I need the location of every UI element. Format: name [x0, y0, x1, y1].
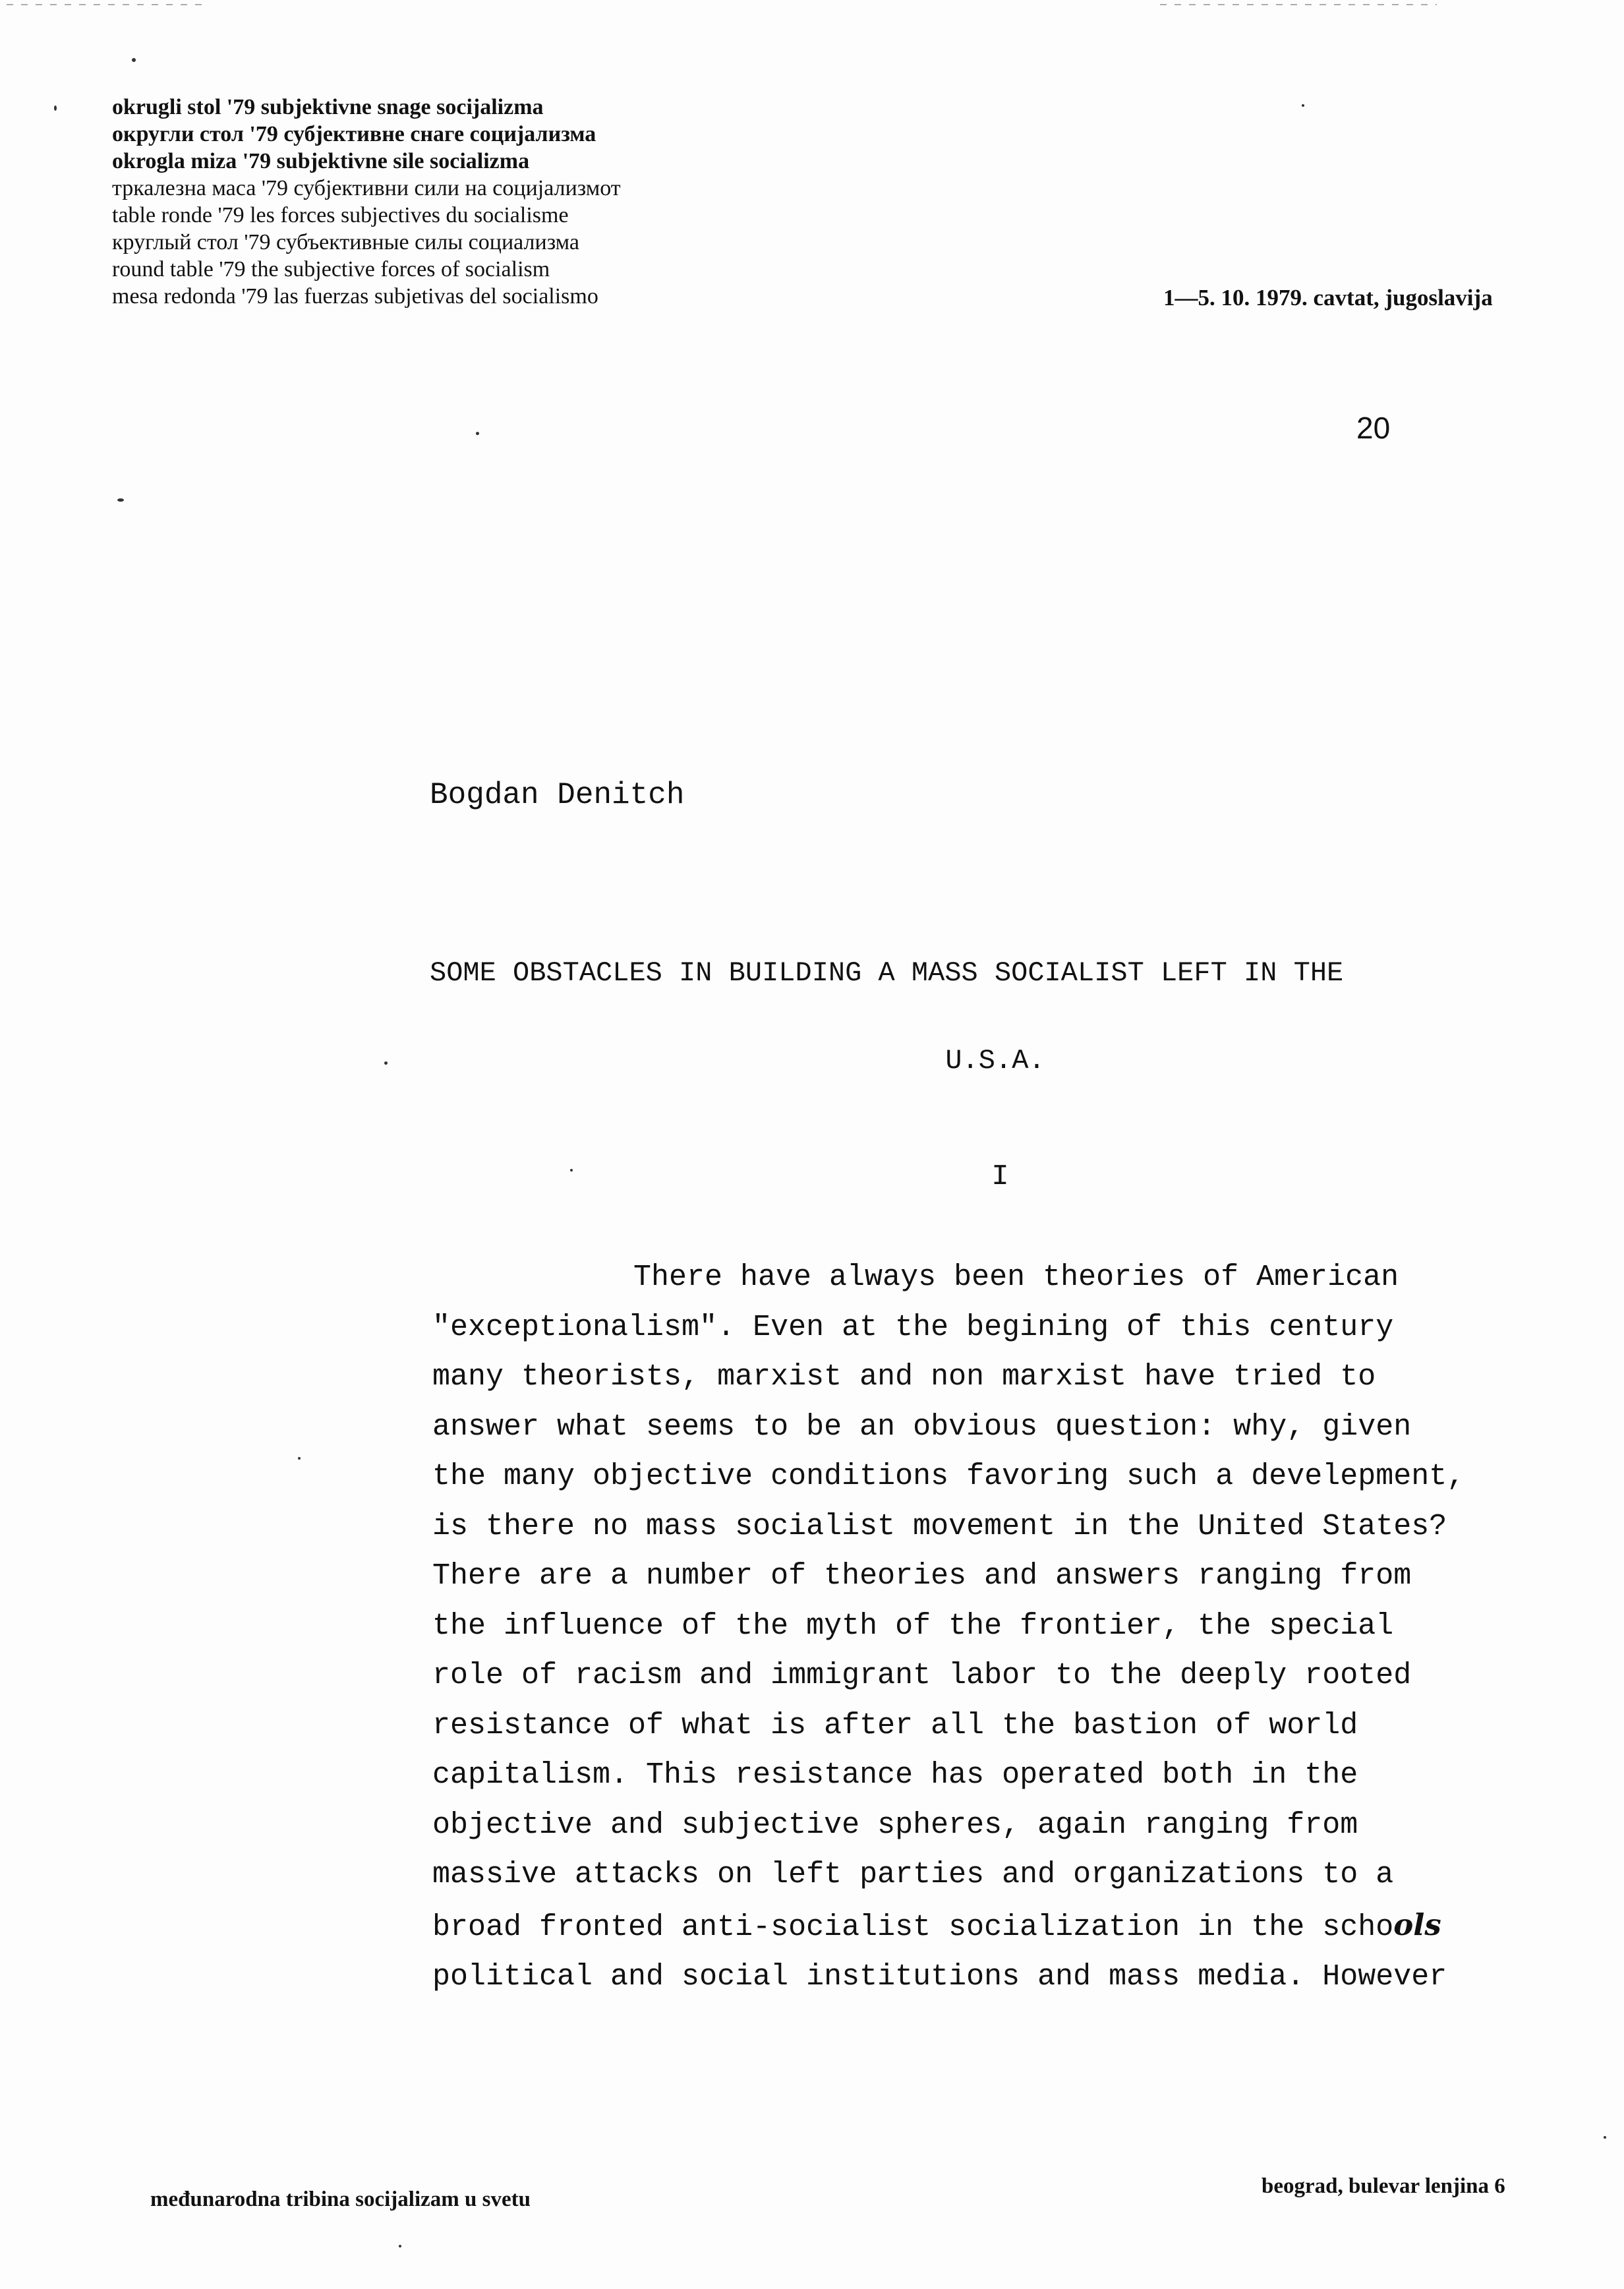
letterhead-line-french: table ronde '79 les forces subjectives du socialisme — [112, 203, 569, 227]
body-line — [432, 1900, 1579, 1953]
scan-speck — [132, 58, 136, 62]
body-line: political and social institutions and mass media. However — [432, 1960, 1447, 1994]
body-line: capitalism. This resistance has operated both in the — [432, 1758, 1358, 1792]
paper-title-continued — [0, 1045, 1624, 1077]
footer-organization: međunarodna tribina socijalizam u svetu — [150, 2187, 531, 2211]
body-line: objective and subjective spheres, again ranging from — [432, 1808, 1358, 1842]
body-line: many theorists, marxist and non marxist have tried to — [432, 1360, 1376, 1394]
scan-artifact-top-left — [7, 4, 204, 5]
letterhead-line-spanish: mesa redonda '79 las fuerzas subjetivas del socialismo — [112, 284, 598, 309]
scan-speck — [399, 2245, 401, 2247]
body-line: is there no mass socialist movement in the United States? — [432, 1509, 1447, 1543]
body-line: the many objective conditions favoring such a develepment, — [432, 1460, 1465, 1493]
body-paragraph — [432, 1253, 1579, 2002]
scan-artifact-top-right — [1160, 4, 1437, 5]
letterhead — [112, 94, 903, 310]
body-line: resistance of what is after all the bastion of world — [432, 1708, 1358, 1742]
author-name: Bogdan Denitch — [430, 778, 685, 812]
paper-title: SOME OBSTACLES IN BUILDING A MASS SOCIALIST LEFT IN THE — [430, 957, 1344, 989]
letterhead-line-macedonian: тркалезна маса '79 субјективни сили на социјализмот — [112, 176, 621, 200]
paper-title-line-2: U.S.A. — [945, 1045, 1045, 1077]
scan-speck — [54, 105, 57, 111]
body-line-typed: broad fronted anti-socialist socialization in the scho — [432, 1910, 1394, 1944]
letterhead-line-russian: круглый стол '79 субъективные силы социализма — [112, 230, 580, 254]
scan-speck — [298, 1457, 301, 1460]
letterhead-line-english: round table '79 the subjective forces of socialism — [112, 257, 550, 282]
body-line: role of racism and immigrant labor to the deeply rooted — [432, 1659, 1412, 1692]
body-line: answer what seems to be an obvious question: why, given — [432, 1410, 1412, 1444]
body-line: There have always been theories of American — [633, 1261, 1399, 1294]
page-number: 20 — [1356, 411, 1391, 445]
body-line: "exceptionalism". Even at the begining of this century — [432, 1310, 1394, 1344]
letterhead-line-slovenian: okrogla miza '79 subjektivne sile socializma — [112, 149, 530, 173]
conference-dateline: 1—5. 10. 1979. cavtat, jugoslavija — [1163, 285, 1493, 311]
body-line: massive attacks on left parties and organizations to a — [432, 1858, 1394, 1891]
scan-speck — [384, 1061, 388, 1065]
section-heading: I — [991, 1160, 1009, 1193]
scan-speck — [476, 432, 479, 435]
footer-address: beograd, bulevar lenjina 6 — [1262, 2174, 1505, 2198]
body-line: the influence of the myth of the frontier, the special — [432, 1609, 1394, 1643]
letterhead-line-serbo-croatian-latin: okrugli stol '79 subjektivne snage socijalizma — [112, 95, 544, 119]
scan-speck — [1604, 2136, 1606, 2139]
body-line: There are a number of theories and answers ranging from — [432, 1559, 1412, 1593]
handwritten-correction: ols — [1393, 1907, 1441, 1942]
scan-speck — [1302, 104, 1304, 107]
letterhead-line-serbian-cyrillic: округли стол '79 субјективне снаге социјализма — [112, 122, 596, 146]
scan-speck — [117, 498, 124, 502]
